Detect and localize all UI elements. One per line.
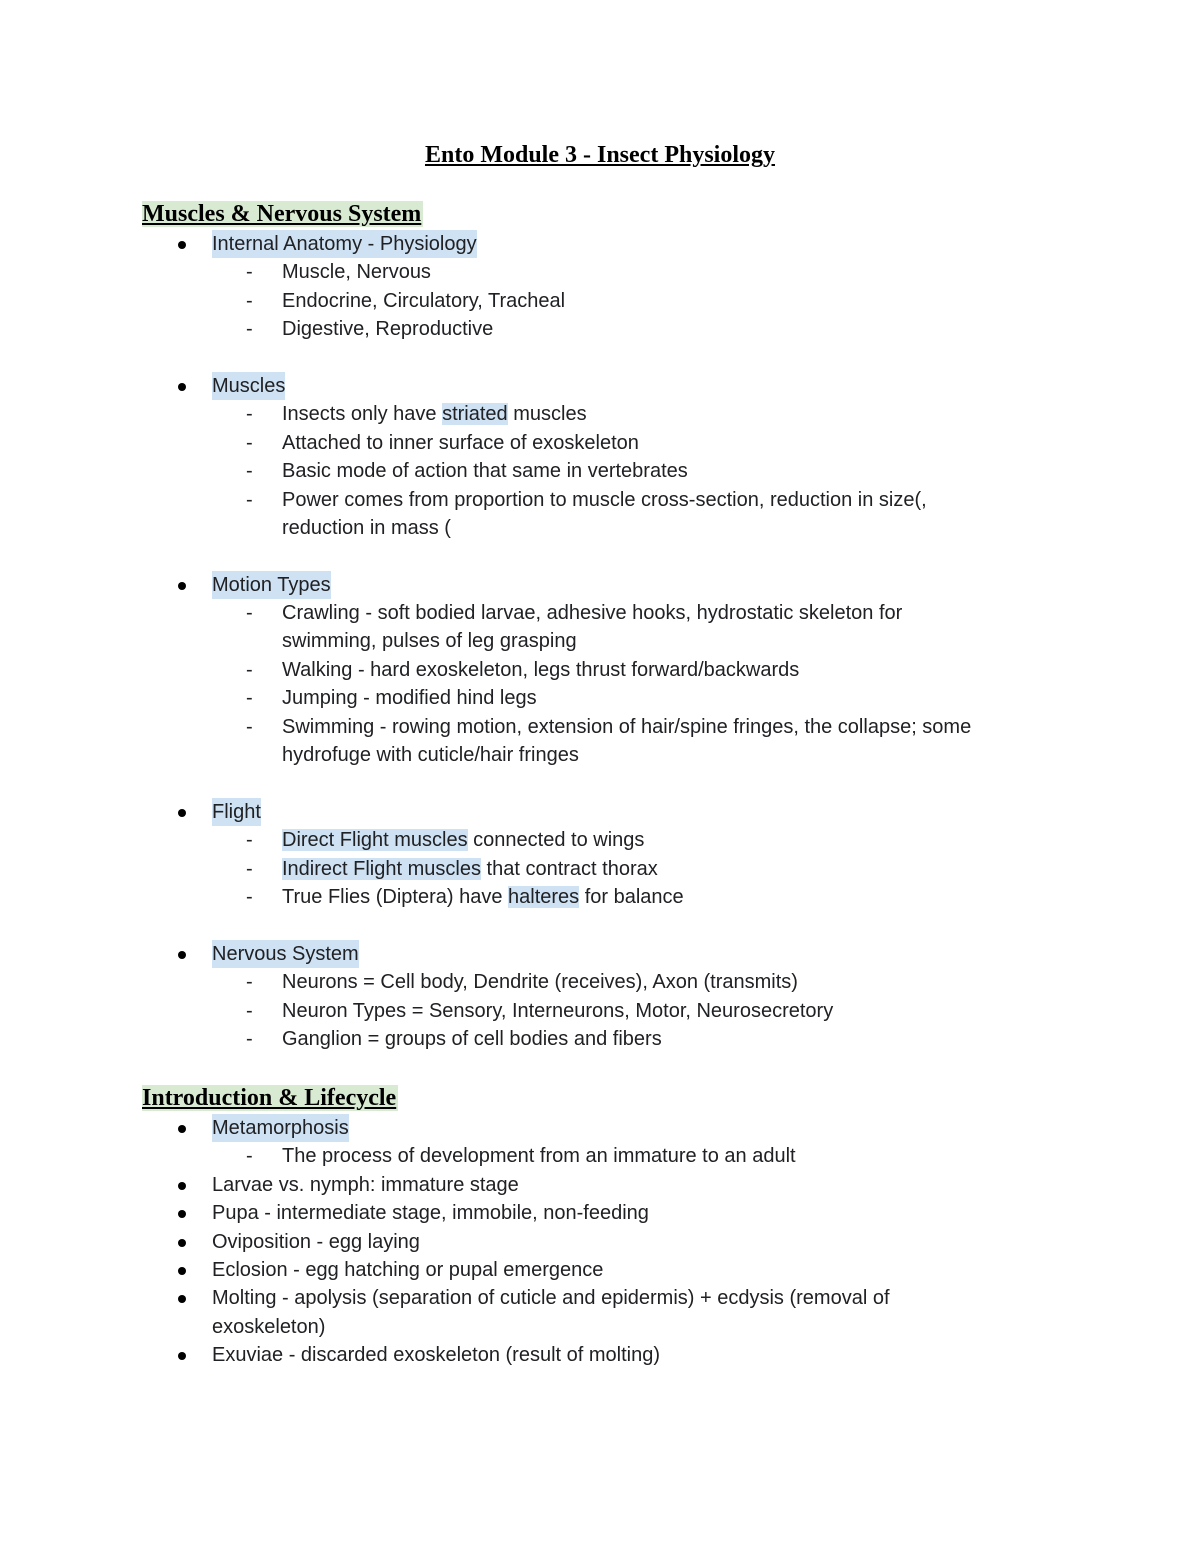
section-list-introduction-lifecycle bbox=[0, 1114, 1200, 1370]
group-label: Nervous System bbox=[212, 940, 359, 968]
sub-item bbox=[0, 258, 1200, 286]
sub-item-text: True Flies (Diptera) have halteres for balance bbox=[282, 885, 684, 908]
list-item bbox=[0, 1228, 1200, 1256]
dash-marker: - bbox=[246, 1027, 253, 1050]
dash-marker: - bbox=[246, 829, 253, 852]
highlight-term: Direct Flight muscles bbox=[282, 829, 468, 852]
list-item bbox=[0, 1256, 1200, 1284]
section-heading-muscles-nervous bbox=[142, 200, 423, 228]
sub-item-text: Endocrine, Circulatory, Tracheal bbox=[282, 289, 566, 312]
sub-item bbox=[0, 1025, 1200, 1053]
list-item bbox=[0, 1171, 1200, 1199]
sub-item bbox=[0, 599, 1200, 627]
highlight-term: striated bbox=[442, 403, 508, 426]
sub-item bbox=[0, 287, 1200, 315]
dash-marker: - bbox=[246, 431, 253, 454]
group-label: Muscles bbox=[212, 372, 285, 400]
list-item bbox=[0, 1341, 1200, 1369]
sub-item-text: Neurons = Cell body, Dendrite (receives), Axon (transmits) bbox=[282, 971, 798, 994]
highlight-term: Indirect Flight muscles bbox=[282, 857, 481, 880]
section-heading-introduction-lifecycle bbox=[142, 1084, 398, 1112]
list-item-text: Oviposition - egg laying bbox=[212, 1230, 420, 1253]
dash-marker: - bbox=[246, 403, 253, 426]
sub-item bbox=[0, 315, 1200, 343]
sub-item bbox=[0, 968, 1200, 996]
sub-item bbox=[0, 997, 1200, 1025]
sub-item-text: Muscle, Nervous bbox=[282, 261, 431, 284]
sub-item bbox=[0, 713, 1200, 741]
sub-item bbox=[0, 486, 1200, 514]
sub-item-text: swimming, pulses of leg grasping bbox=[282, 630, 577, 653]
dash-marker: - bbox=[246, 687, 253, 710]
sub-item-text: Neuron Types = Sensory, Interneurons, Motor, Neurosecretory bbox=[282, 999, 834, 1022]
sub-item-text: Ganglion = groups of cell bodies and fibers bbox=[282, 1027, 662, 1050]
group-label: Metamorphosis bbox=[212, 1114, 349, 1142]
list-item bbox=[0, 1199, 1200, 1227]
page-title: Ento Module 3 - Insect Physiology bbox=[424, 142, 775, 168]
list-item-text: Exuviae - discarded exoskeleton (result of molting) bbox=[212, 1344, 660, 1367]
list-item-continuation bbox=[0, 1313, 1200, 1341]
list-item bbox=[0, 571, 1200, 599]
list-item bbox=[0, 798, 1200, 826]
dash-marker: - bbox=[246, 460, 253, 483]
list-item-text: exoskeleton) bbox=[212, 1315, 326, 1338]
sub-item-text: Crawling - soft bodied larvae, adhesive hooks, hydrostatic skeleton for bbox=[282, 602, 903, 625]
list-item-text: Larvae vs. nymph: immature stage bbox=[212, 1173, 519, 1196]
dash-marker: - bbox=[246, 261, 253, 284]
sub-item bbox=[0, 656, 1200, 684]
sub-item-text: Indirect Flight muscles that contract thorax bbox=[282, 857, 658, 880]
sub-item bbox=[0, 855, 1200, 883]
bullet-icon bbox=[178, 809, 186, 817]
list-item-text: Molting - apolysis (separation of cuticle and epidermis) + ecdysis (removal of bbox=[212, 1287, 890, 1310]
sub-item-text: Digestive, Reproductive bbox=[282, 318, 494, 341]
group-label: Motion Types bbox=[212, 571, 331, 599]
sub-item-text: Basic mode of action that same in vertebrates bbox=[282, 460, 688, 483]
list-item bbox=[0, 230, 1200, 258]
bullet-icon bbox=[178, 1352, 186, 1360]
bullet-icon bbox=[178, 1239, 186, 1247]
sub-item-text: Direct Flight muscles connected to wings bbox=[282, 829, 645, 852]
sub-item bbox=[0, 684, 1200, 712]
group-label: Internal Anatomy - Physiology bbox=[212, 230, 477, 258]
section-heading-text: Muscles & Nervous System bbox=[142, 201, 422, 227]
bullet-icon bbox=[178, 1210, 186, 1218]
bullet-icon bbox=[178, 1125, 186, 1133]
dash-marker: - bbox=[246, 715, 253, 738]
sub-item-text: Power comes from proportion to muscle cross-section, reduction in size(, bbox=[282, 488, 927, 511]
sub-item-text: reduction in mass ( bbox=[282, 516, 451, 539]
sub-item bbox=[0, 826, 1200, 854]
dash-marker: - bbox=[246, 857, 253, 880]
sub-item-continuation bbox=[0, 514, 1200, 542]
sub-item bbox=[0, 457, 1200, 485]
list-item bbox=[0, 1114, 1200, 1142]
dash-marker: - bbox=[246, 318, 253, 341]
dash-marker: - bbox=[246, 488, 253, 511]
sub-item-text: The process of development from an immature to an adult bbox=[282, 1145, 796, 1168]
list-item bbox=[0, 1284, 1200, 1312]
list-item bbox=[0, 940, 1200, 968]
sub-item bbox=[0, 883, 1200, 911]
sub-item-text: Walking - hard exoskeleton, legs thrust forward/backwards bbox=[282, 658, 800, 681]
list-item-text: Pupa - intermediate stage, immobile, non-feeding bbox=[212, 1202, 649, 1225]
sub-item bbox=[0, 429, 1200, 457]
dash-marker: - bbox=[246, 658, 253, 681]
dash-marker: - bbox=[246, 602, 253, 625]
bullet-icon bbox=[178, 951, 186, 959]
sub-item-text: Insects only have striated muscles bbox=[282, 403, 587, 426]
highlight-term: halteres bbox=[508, 885, 580, 908]
list-item-text: Eclosion - egg hatching or pupal emergence bbox=[212, 1258, 604, 1281]
bullet-icon bbox=[178, 1182, 186, 1190]
sub-item-text: hydrofuge with cuticle/hair fringes bbox=[282, 744, 579, 767]
bullet-icon bbox=[178, 1295, 186, 1303]
sub-item-text: Attached to inner surface of exoskeleton bbox=[282, 431, 639, 454]
sub-item-text: Jumping - modified hind legs bbox=[282, 687, 537, 710]
list-item bbox=[0, 372, 1200, 400]
bullet-icon bbox=[178, 241, 186, 249]
bullet-icon bbox=[178, 383, 186, 391]
bullet-icon bbox=[178, 582, 186, 590]
dash-marker: - bbox=[246, 289, 253, 312]
dash-marker: - bbox=[246, 885, 253, 908]
section-heading-text: Introduction & Lifecycle bbox=[142, 1085, 397, 1111]
section-list-muscles-nervous bbox=[0, 230, 1200, 1053]
sub-item-text: Swimming - rowing motion, extension of hair/spine fringes, the collapse; some bbox=[282, 715, 972, 738]
sub-item bbox=[0, 400, 1200, 428]
sub-item bbox=[0, 1142, 1200, 1170]
sub-item-continuation bbox=[0, 627, 1200, 655]
sub-item-continuation bbox=[0, 741, 1200, 769]
dash-marker: - bbox=[246, 1145, 253, 1168]
group-label: Flight bbox=[212, 798, 261, 826]
bullet-icon bbox=[178, 1267, 186, 1275]
dash-marker: - bbox=[246, 971, 253, 994]
dash-marker: - bbox=[246, 999, 253, 1022]
